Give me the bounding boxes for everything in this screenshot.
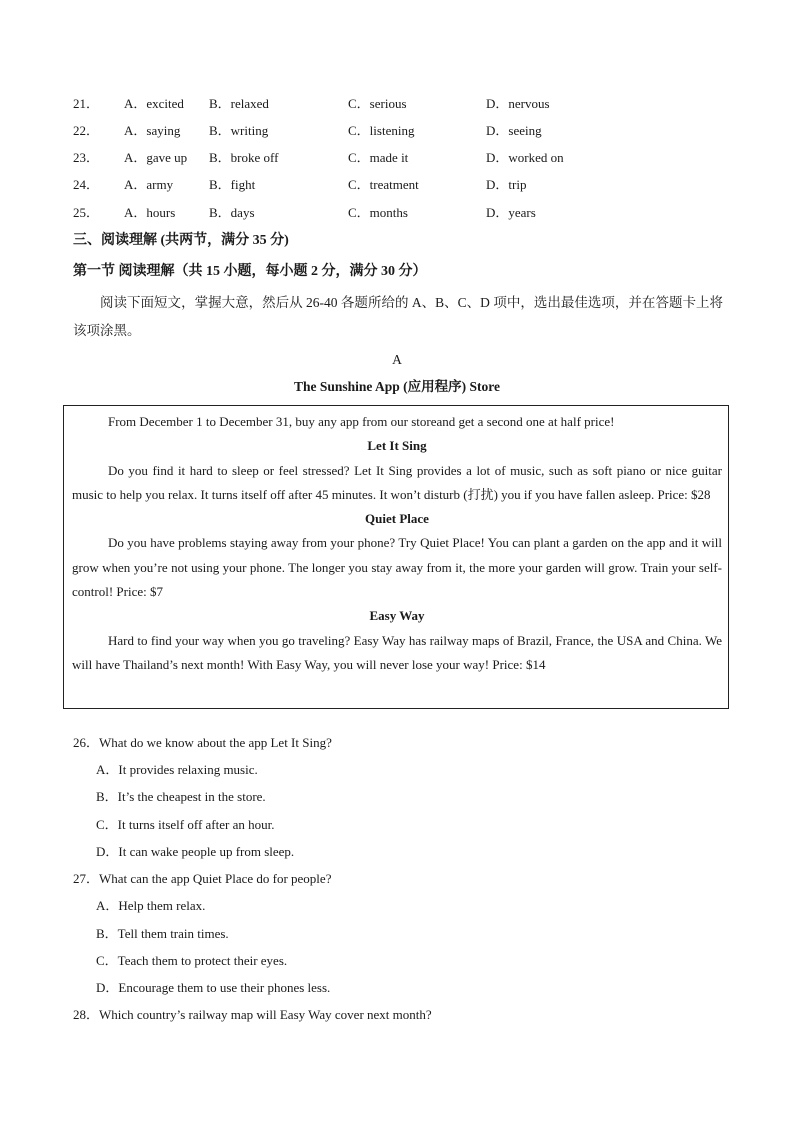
question-number: 25．	[73, 205, 100, 220]
option-d: D．trip	[486, 177, 527, 192]
question-option: B．Tell them train times.	[96, 926, 229, 941]
option-a: A．gave up	[124, 150, 188, 165]
app-name: Let It Sing	[367, 438, 427, 454]
passage-letter: A	[392, 352, 402, 367]
option-c: C．treatment	[348, 177, 419, 192]
option-d: D．years	[486, 205, 536, 220]
option-d: D．seeing	[486, 123, 542, 138]
option-d: D．nervous	[486, 96, 550, 111]
option-c: C．made it	[348, 150, 409, 165]
option-c: C．months	[348, 205, 408, 220]
section-title: 三、阅读理解 (共两节，满分 35 分)	[73, 233, 289, 248]
option-b: B．broke off	[209, 150, 279, 165]
question-number: 22．	[73, 123, 100, 138]
question-number: 24．	[73, 177, 100, 192]
option-c: C．listening	[348, 123, 415, 138]
app-description: Do you have problems staying away from your phone? Try Quiet Place! You can plant a garden on the app and it will grow when you’re not using your phone. The longer you stay away from it, the more your garden will grow. Train your self-control! Price: $7	[72, 535, 722, 600]
passage-title: The Sunshine App (应用程序) Store	[293, 379, 501, 394]
option-a: A．excited	[124, 96, 184, 111]
app-name: Easy Way	[369, 608, 425, 624]
question-option: B．It’s the cheapest in the store.	[96, 789, 266, 804]
option-c: C．serious	[348, 96, 407, 111]
question-stem: 27．What can the app Quiet Place do for people?	[73, 871, 332, 886]
passage-intro: From December 1 to December 31, buy any app from our storeand get a second one at half price!	[108, 414, 615, 429]
app-description: Hard to find your way when you go traveling? Easy Way has railway maps of Brazil, France, the USA and China. We will have Thailand’s next month! With Easy Way, you will never lose your way! Price: $14	[72, 632, 722, 672]
app-name: Quiet Place	[365, 511, 429, 527]
passage-box	[63, 405, 729, 709]
option-b: B．writing	[209, 123, 269, 138]
option-b: B．relaxed	[209, 96, 269, 111]
option-a: A．hours	[124, 205, 176, 220]
question-option: D．It can wake people up from sleep.	[96, 844, 295, 859]
question-stem: 28．Which country’s railway map will Easy Way cover next month?	[73, 1007, 432, 1022]
question-stem: 26．What do we know about the app Let It Sing?	[73, 735, 332, 750]
question-number: 21．	[73, 96, 100, 111]
question-option: A．Help them relax.	[96, 898, 206, 913]
option-d: D．worked on	[486, 150, 564, 165]
question-option: A．It provides relaxing music.	[96, 762, 258, 777]
instructions: 阅读下面短文，掌握大意，然后从 26-40 各题所给的 A、B、C、D 项中，选出最佳选项，并在答题卡上将该项涂黑。	[73, 295, 723, 338]
question-option: D．Encourage them to use their phones less.	[96, 980, 331, 995]
question-option: C．It turns itself off after an hour.	[96, 817, 275, 832]
part-title: 第一节 阅读理解（共 15 小题，每小题 2 分，满分 30 分）	[73, 264, 427, 279]
question-number: 23．	[73, 150, 100, 165]
app-description: Do you find it hard to sleep or feel stressed? Let It Sing provides a lot of music, such as soft piano or nice guitar music to help you relax. It turns itself off after 45 minutes. It won’t disturb (打扰) you if you have fallen asleep. Price: $28	[72, 462, 722, 502]
question-option: C．Teach them to protect their eyes.	[96, 953, 288, 968]
option-a: A．saying	[124, 123, 181, 138]
option-a: A．army	[124, 177, 174, 192]
option-b: B．fight	[209, 177, 256, 192]
option-b: B．days	[209, 205, 255, 220]
